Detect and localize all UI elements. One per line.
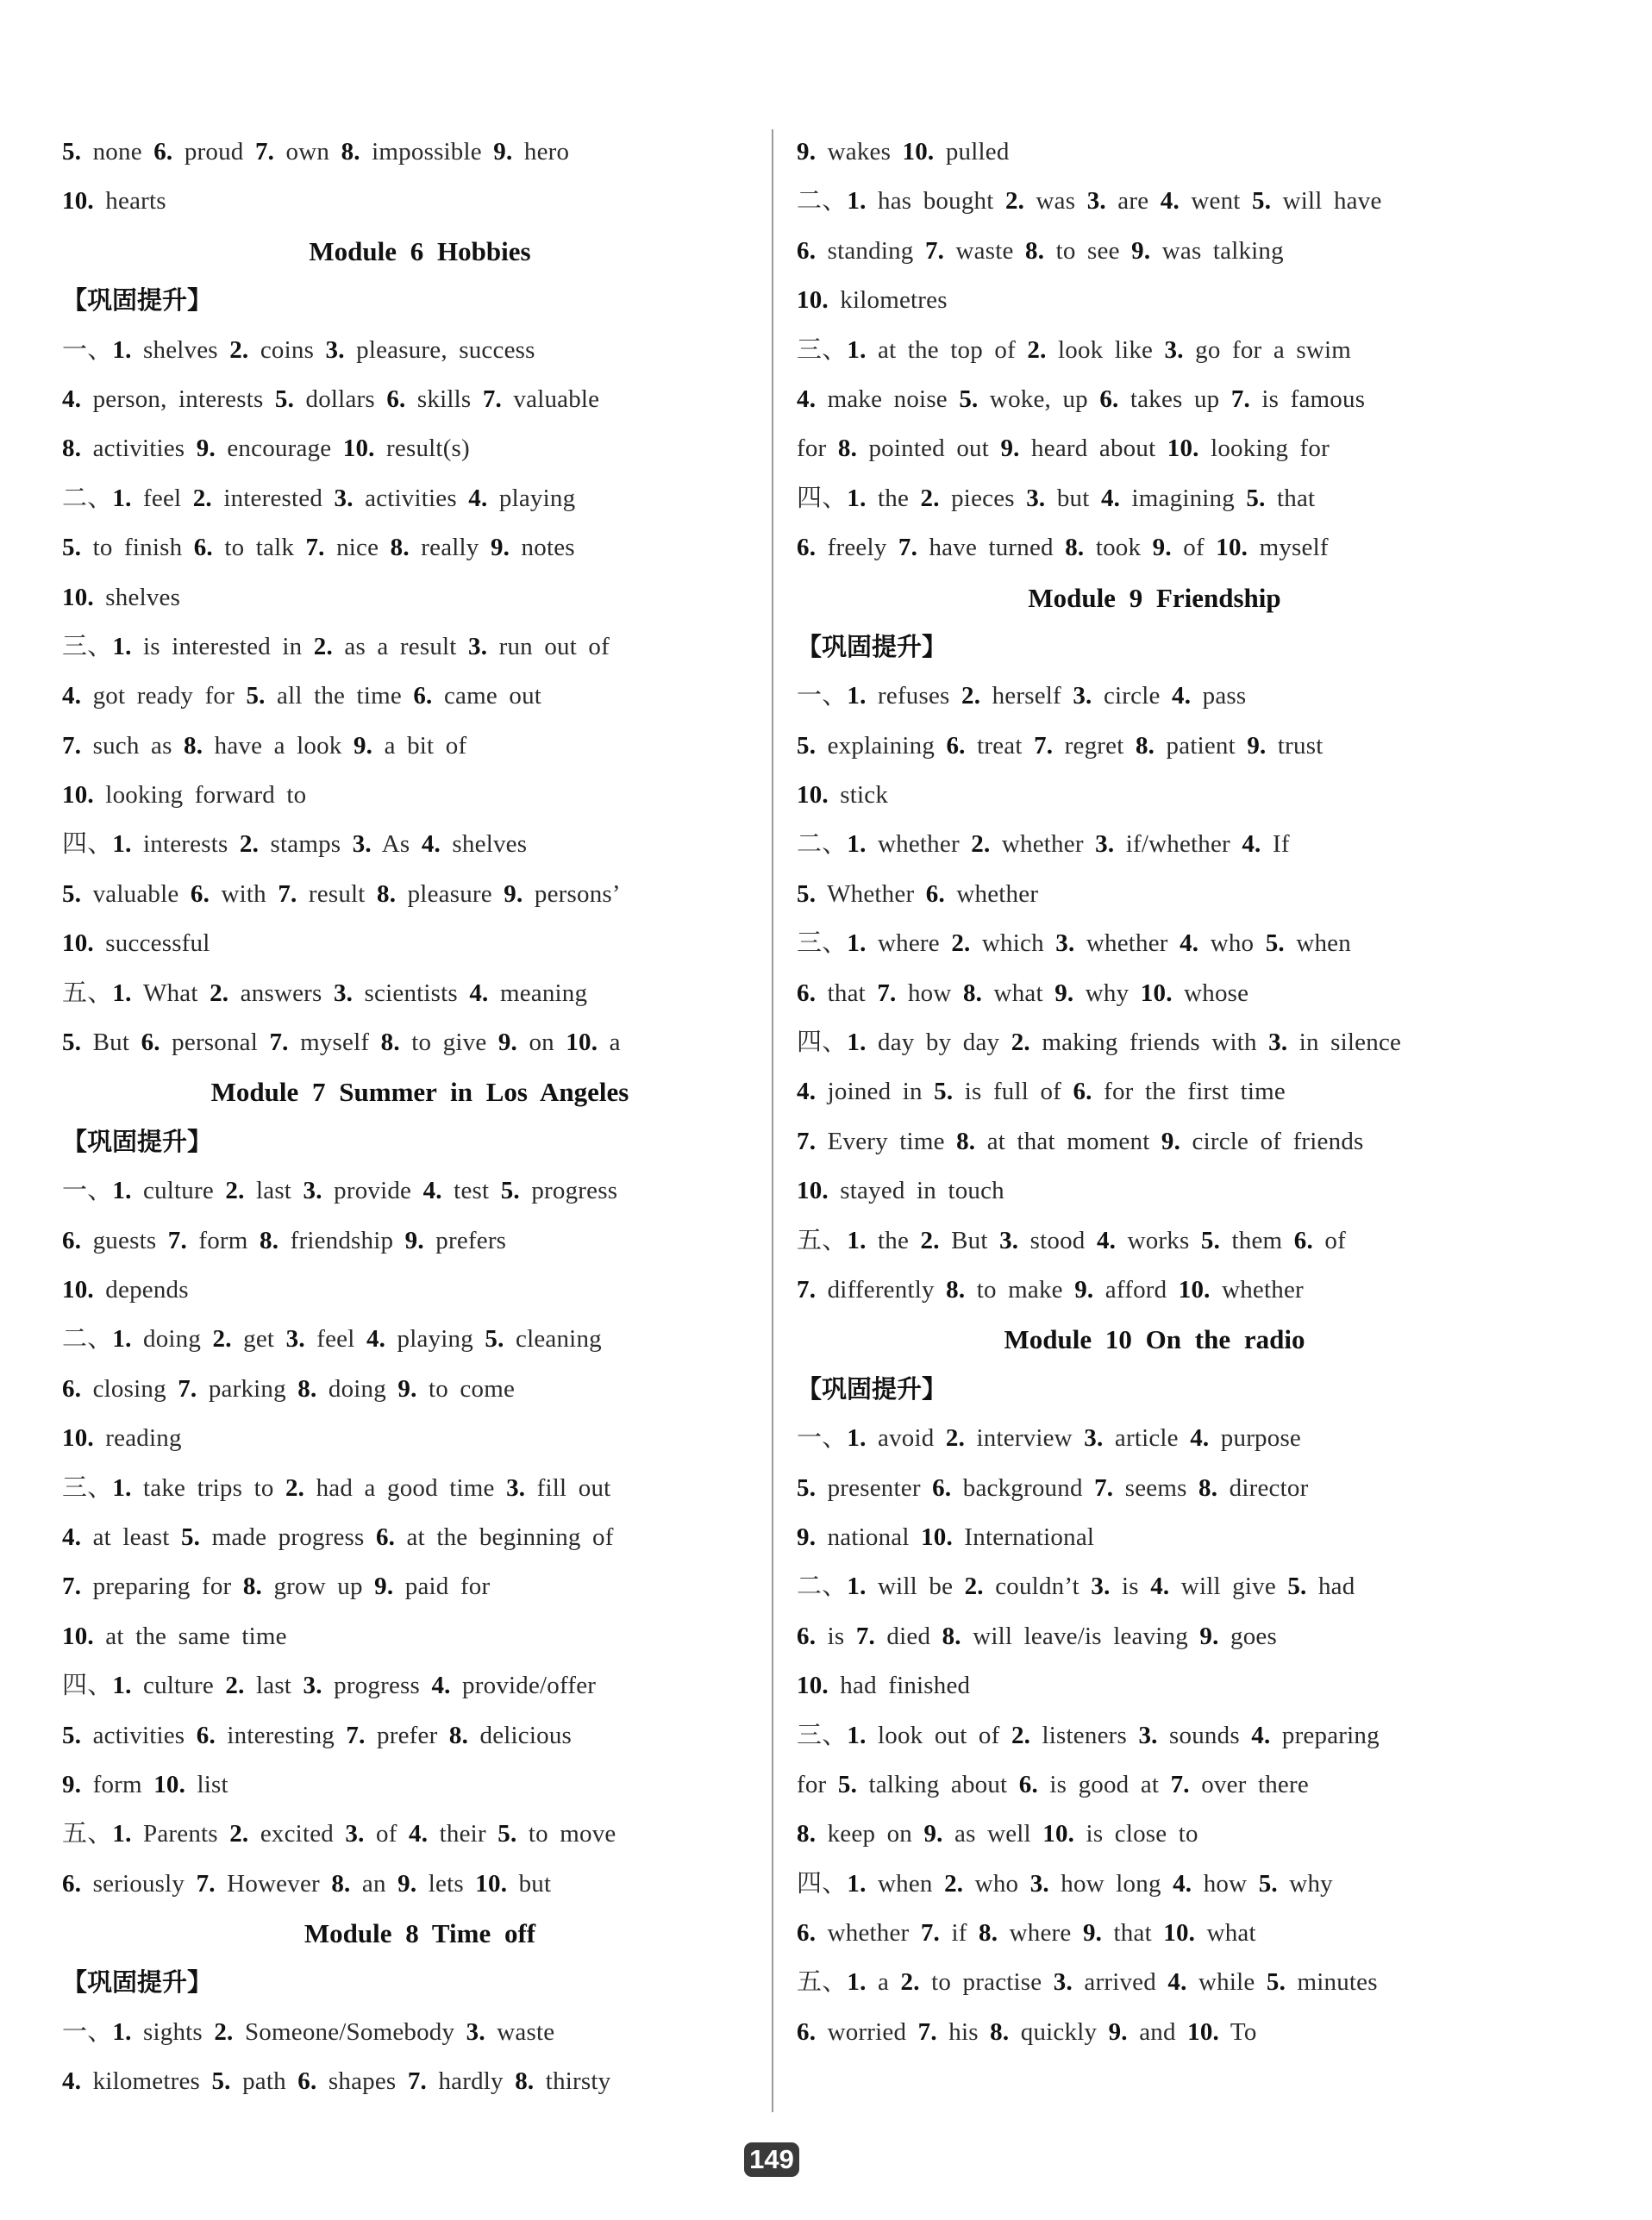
- page-number: 149: [744, 2142, 799, 2177]
- answer-line: 10. at the same time: [62, 1622, 287, 1650]
- answer-line: 一、1. shelves 2. coins 3. pleasure, success: [62, 335, 535, 364]
- answer-line: 4. kilometres 5. path 6. shapes 7. hardly 8. thirsty: [62, 2067, 611, 2096]
- answer-line: 8. activities 9. encourage 10. result(s): [62, 435, 470, 463]
- answer-line: 四、1. day by day 2. making friends with 3. in silence: [797, 1029, 1402, 1057]
- answer-line: for 5. talking about 6. is good at 7. over there: [797, 1770, 1309, 1798]
- answer-line: 二、1. feel 2. interested 3. activities 4. playing: [62, 484, 576, 512]
- answer-line: 7. differently 8. to make 9. afford 10. whether: [797, 1275, 1304, 1304]
- answer-line: 6. worried 7. his 8. quickly 9. and 10. To: [797, 2017, 1257, 2046]
- answer-line: 5. Whether 6. whether: [797, 879, 1039, 908]
- answer-line: 6. freely 7. have turned 8. took 9. of 10. myself: [797, 534, 1329, 562]
- answer-line: 5. valuable 6. with 7. result 8. pleasure 9. persons’: [62, 879, 621, 908]
- section-heading: 【巩固提升】: [62, 285, 213, 316]
- answer-line: 9. form 10. list: [62, 1770, 228, 1798]
- section-heading: 【巩固提升】: [62, 1967, 213, 1998]
- answer-line: 10. kilometres: [797, 286, 948, 315]
- answer-line: 6. seriously 7. However 8. an 9. lets 10. but: [62, 1869, 552, 1898]
- section-heading: 【巩固提升】: [62, 1126, 213, 1156]
- answer-line: 一、1. sights 2. Someone/Somebody 3. waste: [62, 2017, 555, 2046]
- answer-line: 二、1. will be 2. couldn’t 3. is 4. will give 5. had: [797, 1573, 1355, 1601]
- right-column: [797, 128, 1512, 2057]
- answer-line: 10. reading: [62, 1424, 182, 1453]
- answer-line: 三、1. at the top of 2. look like 3. go for a swim: [797, 335, 1352, 364]
- answer-line: 4. got ready for 5. all the time 6. came out: [62, 682, 542, 710]
- answer-line: 三、1. where 2. which 3. whether 4. who 5. when: [797, 929, 1351, 958]
- answer-line: 6. guests 7. form 8. friendship 9. prefers: [62, 1226, 507, 1254]
- answer-line: 10. shelves: [62, 583, 181, 611]
- answer-line: 10. looking forward to: [62, 781, 307, 810]
- answer-line: 一、1. avoid 2. interview 3. article 4. purpose: [797, 1424, 1302, 1453]
- answer-line: 五、1. a 2. to practise 3. arrived 4. while 5. minutes: [797, 1968, 1378, 1997]
- answer-line: 9. wakes 10. pulled: [797, 138, 1010, 166]
- answer-line: 四、1. the 2. pieces 3. but 4. imagining 5. that: [797, 484, 1316, 512]
- answer-line: 5. activities 6. interesting 7. prefer 8. delicious: [62, 1721, 573, 1749]
- answer-line: 5. to finish 6. to talk 7. nice 8. really 9. notes: [62, 534, 575, 562]
- left-column: [62, 128, 778, 2107]
- module-title: Module 10 On the radio: [1004, 1324, 1305, 1355]
- answer-line: 6. is 7. died 8. will leave/is leaving 9. goes: [797, 1622, 1277, 1650]
- answer-line: 9. national 10. International: [797, 1523, 1095, 1551]
- answer-line: 4. person, interests 5. dollars 6. skills 7. valuable: [62, 385, 600, 413]
- answer-line: 5. presenter 6. background 7. seems 8. director: [797, 1473, 1309, 1502]
- module-title: Module 9 Friendship: [1028, 582, 1281, 613]
- answer-line: 五、1. Parents 2. excited 3. of 4. their 5. to move: [62, 1820, 616, 1848]
- answer-line: 三、1. take trips to 2. had a good time 3. fill out: [62, 1473, 611, 1502]
- answer-line: 四、1. interests 2. stamps 3. As 4. shelves: [62, 830, 528, 859]
- section-heading: 【巩固提升】: [797, 1373, 948, 1404]
- answer-line: 4. joined in 5. is full of 6. for the first time: [797, 1078, 1286, 1106]
- answer-line: 五、1. the 2. But 3. stood 4. works 5. them 6. of: [797, 1226, 1346, 1254]
- answer-line: 五、1. What 2. answers 3. scientists 4. meaning: [62, 979, 588, 1007]
- module-title: Module 7 Summer in Los Angeles: [210, 1077, 629, 1108]
- answer-line: 5. none 6. proud 7. own 8. impossible 9. hero: [62, 138, 570, 166]
- column-divider: [772, 129, 773, 2112]
- answer-line: 4. at least 5. made progress 6. at the beginning of: [62, 1523, 614, 1551]
- answer-line: 10. stick: [797, 781, 889, 810]
- answer-line: 二、1. doing 2. get 3. feel 4. playing 5. cleaning: [62, 1325, 602, 1354]
- answer-line: 一、1. culture 2. last 3. provide 4. test 5. progress: [62, 1177, 618, 1205]
- answer-line: 5. But 6. personal 7. myself 8. to give 9. on 10. a: [62, 1029, 621, 1057]
- section-heading: 【巩固提升】: [797, 631, 948, 661]
- answer-line: 二、1. whether 2. whether 3. if/whether 4. If: [797, 830, 1290, 859]
- answer-line: 7. Every time 8. at that moment 9. circle of friends: [797, 1127, 1364, 1155]
- answer-line: 8. keep on 9. as well 10. is close to: [797, 1820, 1198, 1848]
- module-title: Module 8 Time off: [303, 1918, 536, 1949]
- answer-line: 6. standing 7. waste 8. to see 9. was talking: [797, 236, 1284, 265]
- answer-line: 10. had finished: [797, 1672, 971, 1700]
- answer-line: 7. such as 8. have a look 9. a bit of: [62, 731, 467, 760]
- answer-line: 10. successful: [62, 929, 210, 958]
- answer-line: for 8. pointed out 9. heard about 10. looking for: [797, 435, 1330, 463]
- answer-line: 四、1. when 2. who 3. how long 4. how 5. why: [797, 1869, 1333, 1898]
- module-title: Module 6 Hobbies: [309, 235, 531, 266]
- answer-line: 6. closing 7. parking 8. doing 9. to come: [62, 1374, 516, 1403]
- answer-line: 一、1. refuses 2. herself 3. circle 4. pass: [797, 682, 1247, 710]
- answer-line: 四、1. culture 2. last 3. progress 4. provide/offer: [62, 1672, 597, 1700]
- answer-line: 4. make noise 5. woke, up 6. takes up 7. is famous: [797, 385, 1366, 413]
- answer-line: 三、1. look out of 2. listeners 3. sounds 4. preparing: [797, 1721, 1380, 1749]
- answer-line: 5. explaining 6. treat 7. regret 8. patient 9. trust: [797, 731, 1323, 760]
- answer-line: 10. hearts: [62, 187, 166, 216]
- answer-line: 10. stayed in touch: [797, 1177, 1004, 1205]
- answer-line: 10. depends: [62, 1275, 189, 1304]
- answer-line: 二、1. has bought 2. was 3. are 4. went 5. will have: [797, 187, 1382, 216]
- answer-line: 6. whether 7. if 8. where 9. that 10. what: [797, 1919, 1256, 1948]
- answer-line: 6. that 7. how 8. what 9. why 10. whose: [797, 979, 1249, 1007]
- answer-line: 三、1. is interested in 2. as a result 3. run out of: [62, 632, 610, 660]
- answer-line: 7. preparing for 8. grow up 9. paid for: [62, 1573, 491, 1601]
